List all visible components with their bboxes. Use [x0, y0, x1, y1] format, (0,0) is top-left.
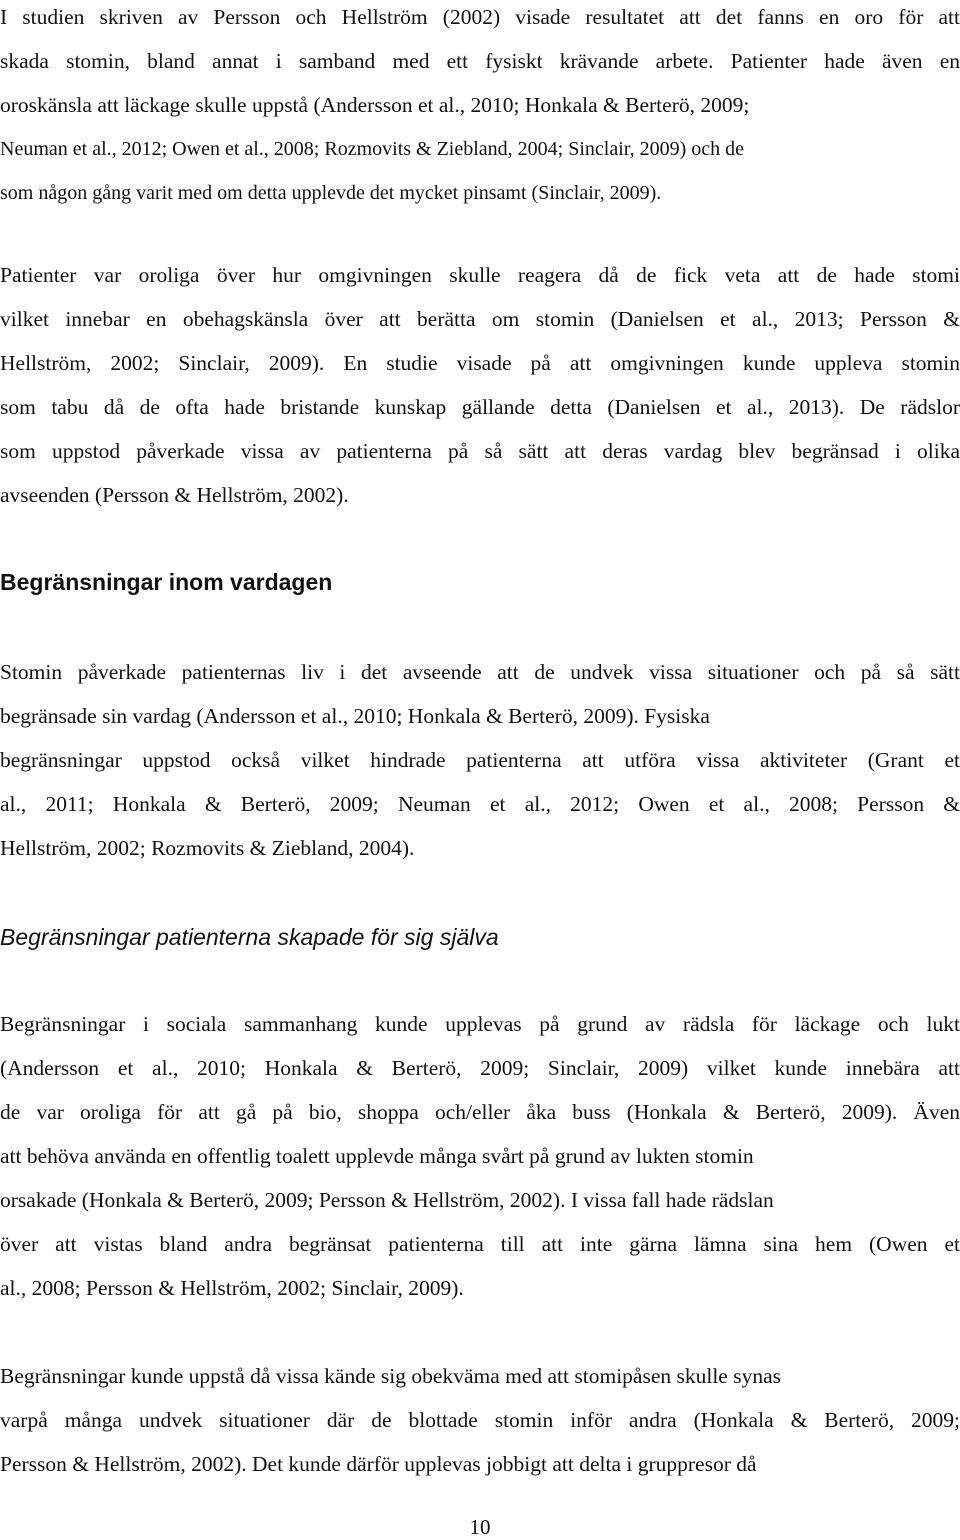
- text-line: Hellström, 2002; Sinclair, 2009). En studie visade på att omgivningen kunde uppleva stomin: [0, 351, 960, 375]
- section-heading-everyday-limitations: Begränsningar inom vardagen: [0, 569, 333, 595]
- text-line: att behöva använda en offentlig toalett upplevde många svårt på grund av lukten stomin: [0, 1144, 754, 1168]
- text-line: vilket innebar en obehagskänsla över att berätta om stomin (Danielsen et al., 2013; Persson &: [0, 307, 960, 331]
- text-line: Begränsningar i sociala sammanhang kunde upplevas på grund av rädsla för läckage och lukt: [0, 1012, 960, 1036]
- text-line: Neuman et al., 2012; Owen et al., 2008; Rozmovits & Ziebland, 2004; Sinclair, 2009) och de: [0, 138, 745, 160]
- text-line: som någon gång varit med om detta upplevde det mycket pinsamt (Sinclair, 2009).: [0, 182, 662, 204]
- text-line: al., 2011; Honkala & Berterö, 2009; Neuman et al., 2012; Owen et al., 2008; Persson &: [0, 792, 960, 816]
- text-line: över att vistas bland andra begränsat patienterna till att inte gärna lämna sina hem (Owen et: [0, 1232, 960, 1256]
- text-line: (Andersson et al., 2010; Honkala & Berterö, 2009; Sinclair, 2009) vilket kunde innebära att: [0, 1056, 960, 1080]
- text-line: begränsade sin vardag (Andersson et al., 2010; Honkala & Berterö, 2009). Fysiska: [0, 704, 710, 728]
- paragraph-social-limitations: [0, 1002, 960, 1310]
- text-line: varpå många undvek situationer där de blottade stomin inför andra (Honkala & Berterö, 2009;: [0, 1408, 960, 1432]
- text-line: orsakade (Honkala & Berterö, 2009; Persson & Hellström, 2002). I vissa fall hade rädslan: [0, 1188, 774, 1212]
- page-number: 10: [469, 1515, 491, 1539]
- text-line: som uppstod påverkade vissa av patienterna på så sätt att deras vardag blev begränsad i olika: [0, 439, 960, 463]
- text-line: I studien skriven av Persson och Hellström (2002) visade resultatet att det fanns en oro för att: [0, 5, 960, 29]
- text-line: al., 2008; Persson & Hellström, 2002; Sinclair, 2009).: [0, 1276, 464, 1300]
- text-line: skada stomin, bland annat i samband med ett fysiskt krävande arbete. Patienter hade även en: [0, 49, 960, 73]
- text-line: Hellström, 2002; Rozmovits & Ziebland, 2004).: [0, 836, 415, 860]
- text-line: de var oroliga för att gå på bio, shoppa och/eller åka buss (Honkala & Berterö, 2009). Även: [0, 1100, 960, 1124]
- text-line: Patienter var oroliga över hur omgivningen skulle reagera då de fick veta att de hade stomi: [0, 263, 960, 287]
- text-line: oroskänsla att läckage skulle uppstå (Andersson et al., 2010; Honkala & Berterö, 2009;: [0, 93, 750, 117]
- text-line: som tabu då de ofta hade bristande kunskap gällande detta (Danielsen et al., 2013). De rädslor: [0, 395, 960, 419]
- section-heading-self-imposed-limitations: Begränsningar patienterna skapade för sig själva: [0, 924, 499, 950]
- text-line: Stomin påverkade patienternas liv i det avseende att de undvek vissa situationer och på så sätt: [0, 660, 960, 684]
- text-line: Begränsningar kunde uppstå då vissa kände sig obekväma med att stomipåsen skulle synas: [0, 1364, 782, 1388]
- paragraph-stoma-worry: [0, 0, 960, 215]
- text-line: begränsningar uppstod också vilket hindrade patienterna att utföra vissa aktiviteter (Grant et: [0, 748, 960, 772]
- paragraph-visibility-discomfort: [0, 1354, 960, 1486]
- text-line: Persson & Hellström, 2002). Det kunde därför upplevas jobbigt att delta i gruppresor då: [0, 1452, 757, 1476]
- text-line: avseenden (Persson & Hellström, 2002).: [0, 483, 349, 507]
- paragraph-surroundings-reaction: [0, 253, 960, 517]
- paragraph-everyday-limitations: [0, 650, 960, 870]
